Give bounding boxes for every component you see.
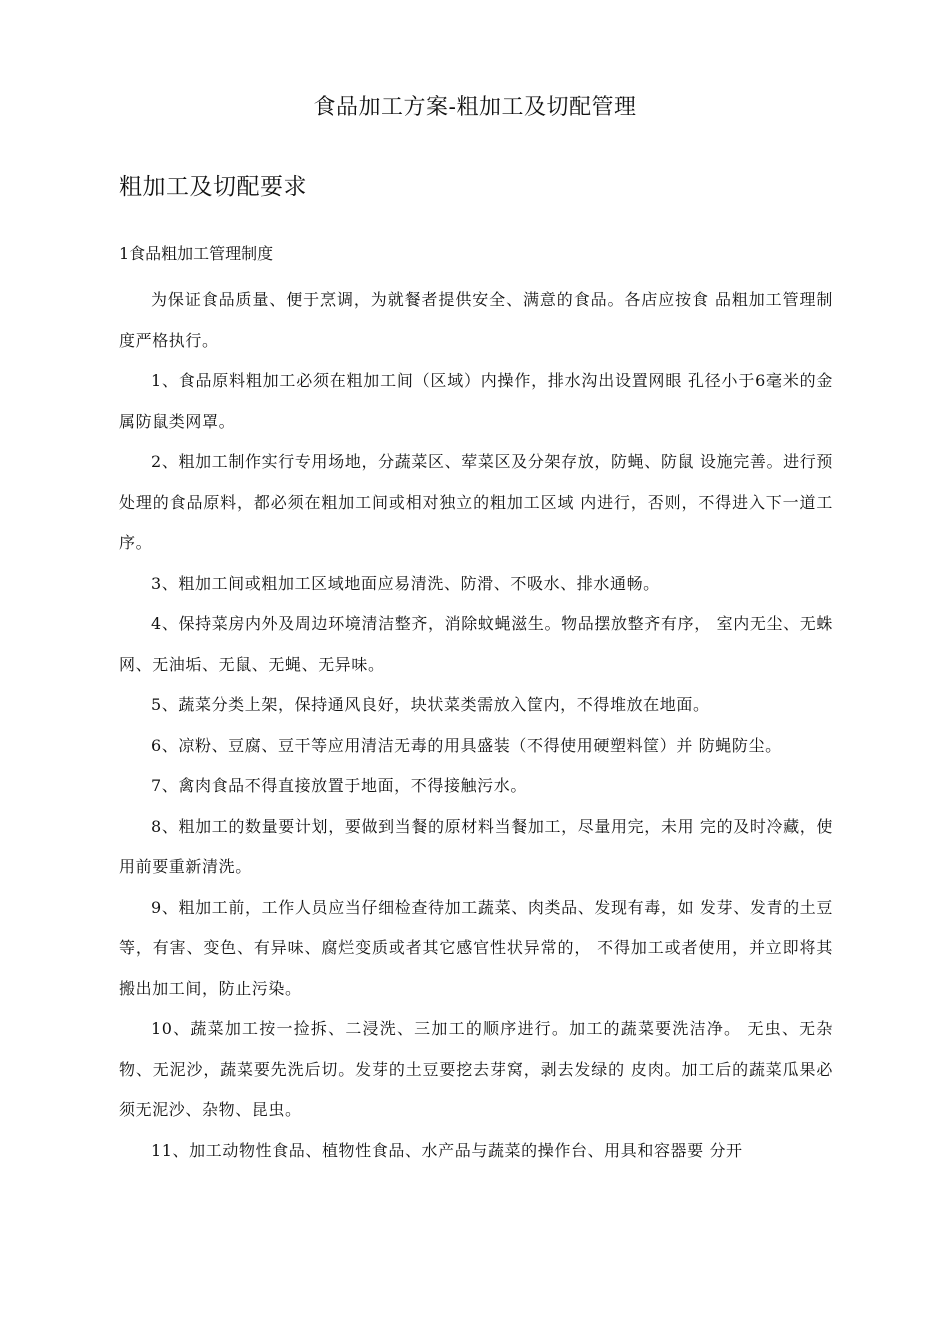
paragraph-rule-11: 11、加工动物性食品、植物性食品、水产品与蔬菜的操作台、用具和容器要 分开	[151, 1140, 743, 1160]
paragraph-rule-1: 1、食品原料粗加工必须在粗加工间（区域）内操作，排水沟出设置网眼 孔径小于6毫米的金属防鼠类网罩。	[119, 371, 833, 431]
paragraph-rule-8: 8、粗加工的数量要计划，要做到当餐的原材料当餐加工，尽量用完，未用 完的及时冷藏，使用前要重新清洗。	[119, 816, 833, 876]
paragraph-rule-4: 4、保持菜房内外及周边环境清洁整齐，消除蚊蝇滋生。物品摆放整齐有序， 室内无尘、无蛛网、无油垢、无鼠、无蝇、无异味。	[119, 614, 833, 674]
paragraph-rule-7: 7、禽肉食品不得直接放置于地面，不得接触污水。	[151, 776, 527, 795]
paragraph-rule-2: 2、粗加工制作实行专用场地，分蔬菜区、荤菜区及分架存放，防蝇、防鼠 设施完善。进行预处理的食品原料，都必须在粗加工间或相对独立的粗加工区域 内进行，否则，不得进入下一道工序。	[119, 452, 833, 552]
section-heading: 粗加工及切配要求	[119, 174, 307, 200]
paragraph-intro: 为保证食品质量、便于烹调，为就餐者提供安全、满意的食品。各店应按食 品粗加工管理制度严格执行。	[119, 290, 833, 350]
body-text	[119, 280, 833, 1171]
paragraph-rule-3: 3、粗加工间或粗加工区域地面应易清洗、防滑、不吸水、排水通畅。	[151, 573, 660, 593]
document-title: 食品加工方案-粗加工及切配管理	[313, 95, 637, 120]
paragraph-rule-5: 5、蔬菜分类上架，保持通风良好，块状菜类需放入筐内，不得堆放在地面。	[151, 695, 710, 714]
paragraph-rule-10: 10、蔬菜加工按一捡拆、二浸洗、三加工的顺序进行。加工的蔬菜要洗洁净。 无虫、无杂物、无泥沙，蔬菜要先洗后切。发芽的土豆要挖去芽窝，剥去发绿的 皮肉。加工后的蔬菜瓜果必须无泥沙、杂物、昆虫。	[119, 1019, 833, 1119]
sub-heading: 1食品粗加工管理制度	[119, 244, 274, 263]
paragraph-rule-6: 6、凉粉、豆腐、豆干等应用清洁无毒的用具盛装（不得使用硬塑料筐）并 防蝇防尘。	[151, 735, 782, 755]
paragraph-rule-9: 9、粗加工前，工作人员应当仔细检查待加工蔬菜、肉类品、发现有毒，如 发芽、发青的土豆等，有害、变色、有异味、腐烂变质或者其它感官性状异常的， 不得加工或者使用，并立即将其搬出加工间，防止污染。	[119, 897, 833, 998]
